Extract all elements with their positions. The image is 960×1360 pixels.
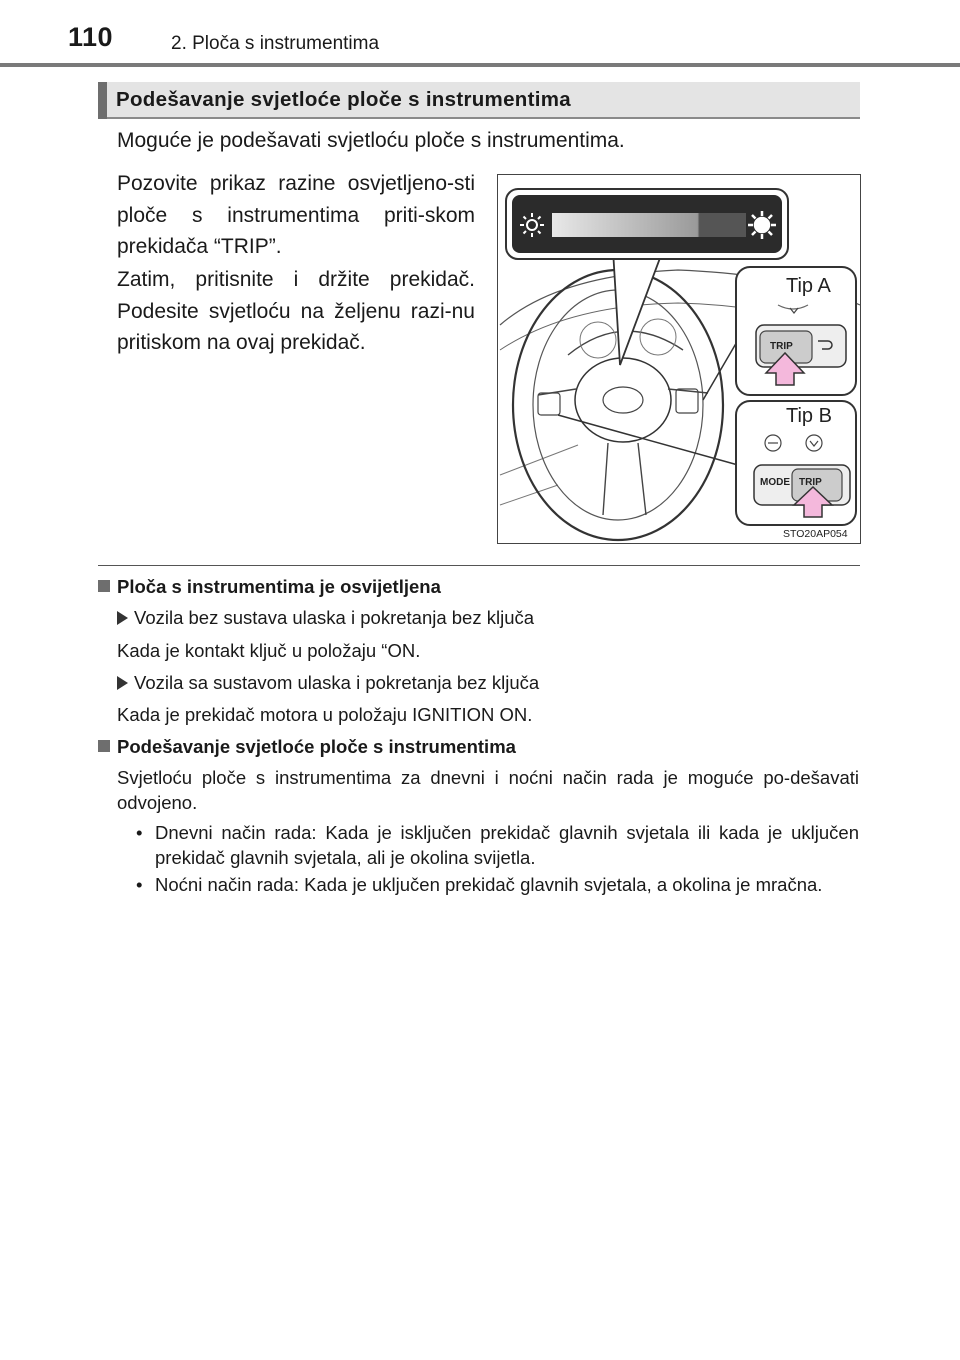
intro-text: Moguće je podešavati svjetloću ploče s instrumentima. (117, 129, 625, 152)
case-2-text: Kada je prekidač motora u položaju IGNITION ON. (117, 704, 533, 725)
triangle-bullet-icon (117, 611, 128, 625)
square-bullet-icon (98, 740, 110, 752)
section-title: Podešavanje svjetloće ploče s instrumentima (116, 88, 571, 111)
section-title-bar (98, 82, 860, 119)
bright-sun-icon (748, 211, 776, 239)
case-1-text: Kada je kontakt ključ u položaju “ON. (117, 640, 421, 661)
tip-a-label: Tip A (786, 275, 831, 297)
bullet-night-mode: • Noćni način rada: Kada je uključen prekidač glavnih svjetala, a okolina je mračna. (136, 874, 823, 895)
square-bullet-icon (98, 580, 110, 592)
vehicle-case-1: Vozila bez sustava ulaska i pokretanja bez ključa (117, 607, 534, 629)
brightness-paragraph: Svjetloću ploče s instrumentima za dnevni i noćni način rada je moguće po-dešavati odvojeno. (117, 767, 859, 813)
step-2-text: Zatim, pritisnite i držite prekidač. Podesite svjetloću na željenu razi-nu pritiskom na ovaj prekidač. (117, 268, 475, 354)
bullet-day-mode: • Dnevni način rada: Kada je isključen prekidač glavnih svjetala ili kada je uključen prekidač glavnih svjetala, ali je okolina svijetla. (136, 822, 859, 868)
header-rule (0, 63, 960, 67)
triangle-bullet-icon (117, 676, 128, 690)
figure-code: STO20AP054 (783, 528, 848, 540)
tip-b-label: Tip B (786, 405, 832, 427)
chapter-title: 2. Ploča s instrumentima (171, 33, 380, 54)
steering-wheel-drawing (498, 175, 862, 545)
page-number: 110 (68, 22, 114, 52)
tip-b-trip-label: TRIP (799, 477, 822, 488)
tip-b-mode-label: MODE (760, 477, 790, 488)
tip-a-trip-label: TRIP (770, 341, 793, 352)
note-heading-brightness: Podešavanje svjetloće ploče s instrumentima (98, 736, 516, 758)
dashboard-illustration (497, 174, 861, 544)
section-divider (98, 565, 860, 566)
note-heading-illuminated: Ploča s instrumentima je osvijetljena (98, 576, 441, 598)
step-1-text: Pozovite prikaz razine osvjetljeno-sti ploče s instrumentima priti-skom prekidača “TRIP”. (117, 172, 475, 258)
vehicle-case-2: Vozila sa sustavom ulaska i pokretanja bez ključa (117, 672, 539, 694)
